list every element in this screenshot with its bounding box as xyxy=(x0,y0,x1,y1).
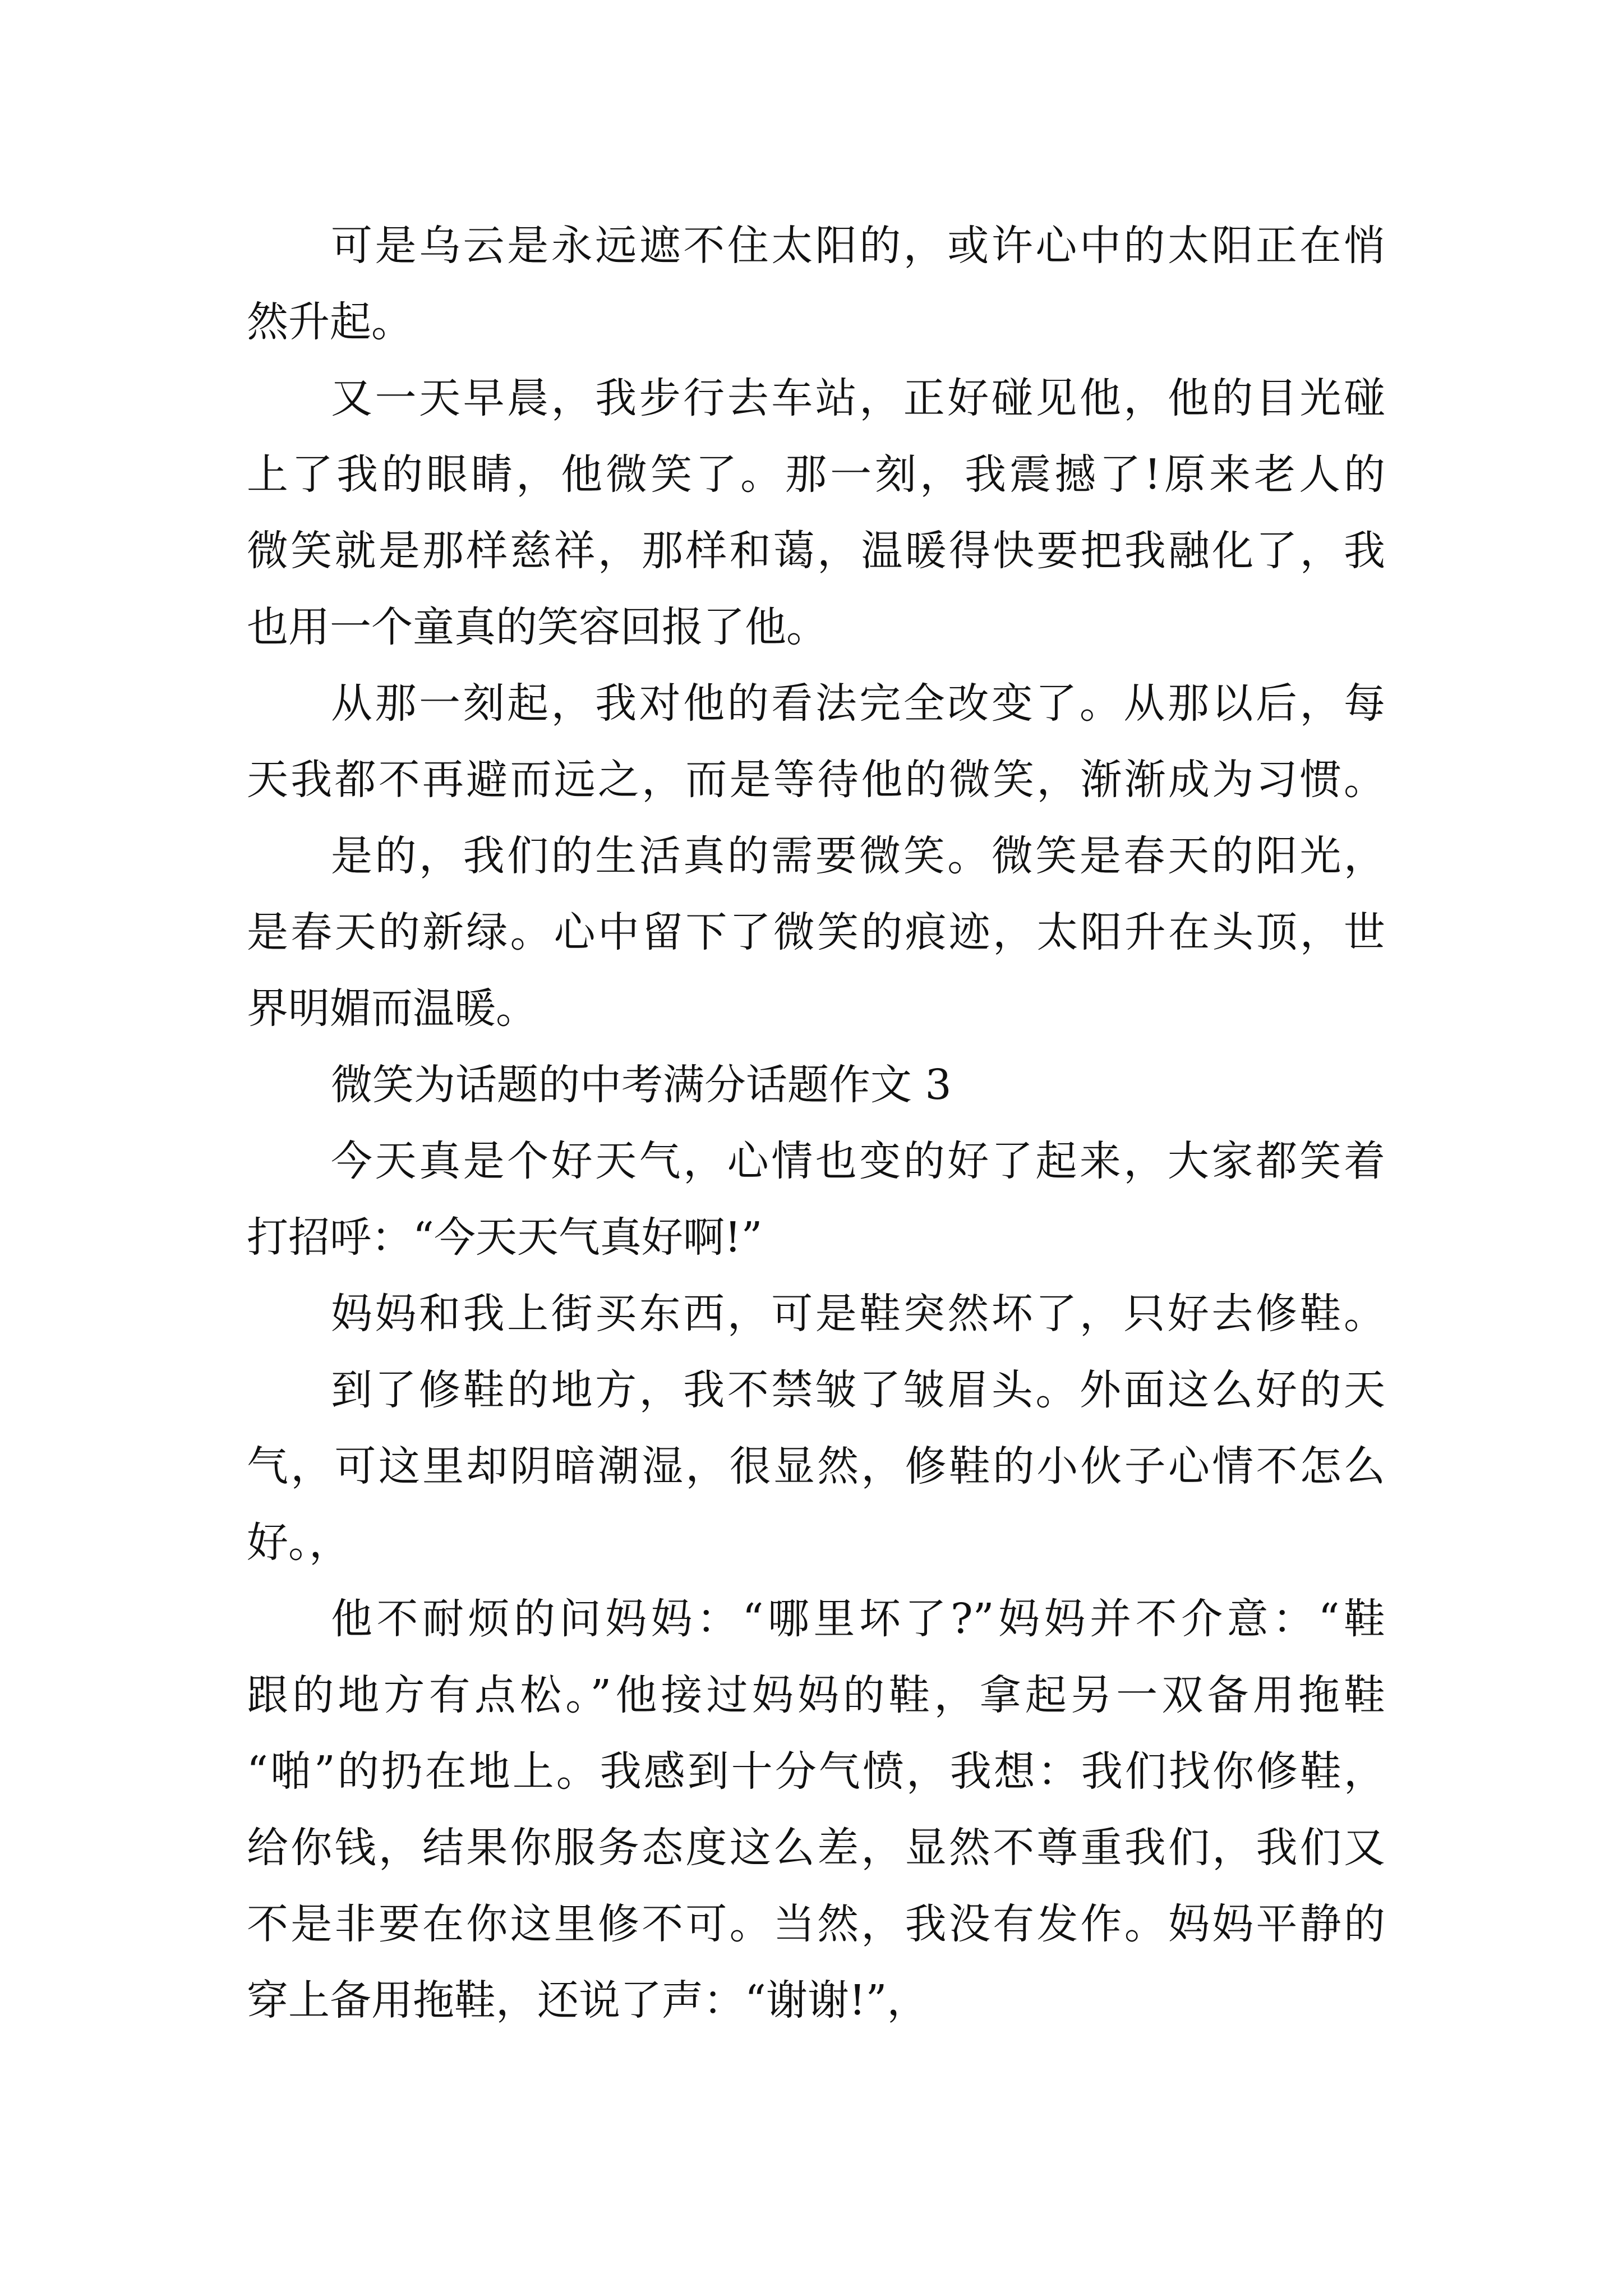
text-line: 到了修鞋的地方，我不禁皱了皱眉头。外面这么好的天 xyxy=(331,1366,1385,1414)
section-heading xyxy=(247,1047,1385,1123)
text-line: 今天真是个好天气，心情也变的好了起来，大家都笑着 xyxy=(331,1137,1385,1185)
paragraph xyxy=(247,1276,1385,1352)
text-line: 不是非要在你这里修不可。当然，我没有发作。妈妈平静的 xyxy=(247,1900,1385,1948)
text-line: 也用一个童真的笑容回报了他。 xyxy=(247,603,828,651)
text-line: 上了我的眼睛，他微笑了。那一刻，我震撼了!原来老人的 xyxy=(247,450,1385,499)
document-body xyxy=(247,208,1385,2039)
text-line: “啪”的扔在地上。我感到十分气愤，我想：我们找你修鞋， xyxy=(247,1747,1385,1796)
text-line: 气，可这里却阴暗潮湿，很显然，修鞋的小伙子心情不怎么 xyxy=(247,1442,1385,1490)
text-line: 是春天的新绿。心中留下了微笑的痕迹，太阳升在头顶，世 xyxy=(247,908,1385,956)
paragraph xyxy=(247,818,1385,1047)
paragraph xyxy=(247,360,1385,665)
text-line: 界明媚而温暖。 xyxy=(247,984,537,1033)
paragraph xyxy=(247,665,1385,818)
text-line: 从那一刻起，我对他的看法完全改变了。从那以后，每 xyxy=(331,679,1385,728)
text-line: 妈妈和我上街买东西，可是鞋突然坏了，只好去修鞋。 xyxy=(331,1290,1385,1338)
text-line: 打招呼：“今天天气真好啊!” xyxy=(247,1213,763,1262)
text-line: 给你钱，结果你服务态度这么差，显然不尊重我们，我们又 xyxy=(247,1824,1385,1872)
text-line: 跟的地方有点松。”他接过妈妈的鞋，拿起另一双备用拖鞋 xyxy=(247,1671,1385,1719)
paragraph xyxy=(247,1123,1385,1276)
text-line: 然升起。 xyxy=(247,298,413,346)
paragraph xyxy=(247,1581,1385,2039)
text-line: 他不耐烦的问妈妈：“哪里坏了?”妈妈并不介意：“鞋 xyxy=(331,1595,1385,1643)
text-line: 又一天早晨，我步行去车站，正好碰见他，他的目光碰 xyxy=(331,374,1385,422)
text-line: 好。， xyxy=(247,1519,351,1567)
paragraph xyxy=(247,208,1385,360)
heading-line: 微笑为话题的中考满分话题作文 3 xyxy=(331,1061,952,1109)
text-line: 是的，我们的生活真的需要微笑。微笑是春天的阳光， xyxy=(331,832,1385,880)
text-line: 天我都不再避而远之，而是等待他的微笑，渐渐成为习惯。 xyxy=(247,756,1385,804)
text-line: 可是乌云是永远遮不住太阳的，或许心中的太阳正在悄 xyxy=(331,222,1385,270)
paragraph xyxy=(247,1352,1385,1581)
text-line: 微笑就是那样慈祥，那样和蔼，温暖得快要把我融化了，我 xyxy=(247,527,1385,575)
text-line: 穿上备用拖鞋，还说了声：“谢谢!”， xyxy=(247,1976,929,2024)
